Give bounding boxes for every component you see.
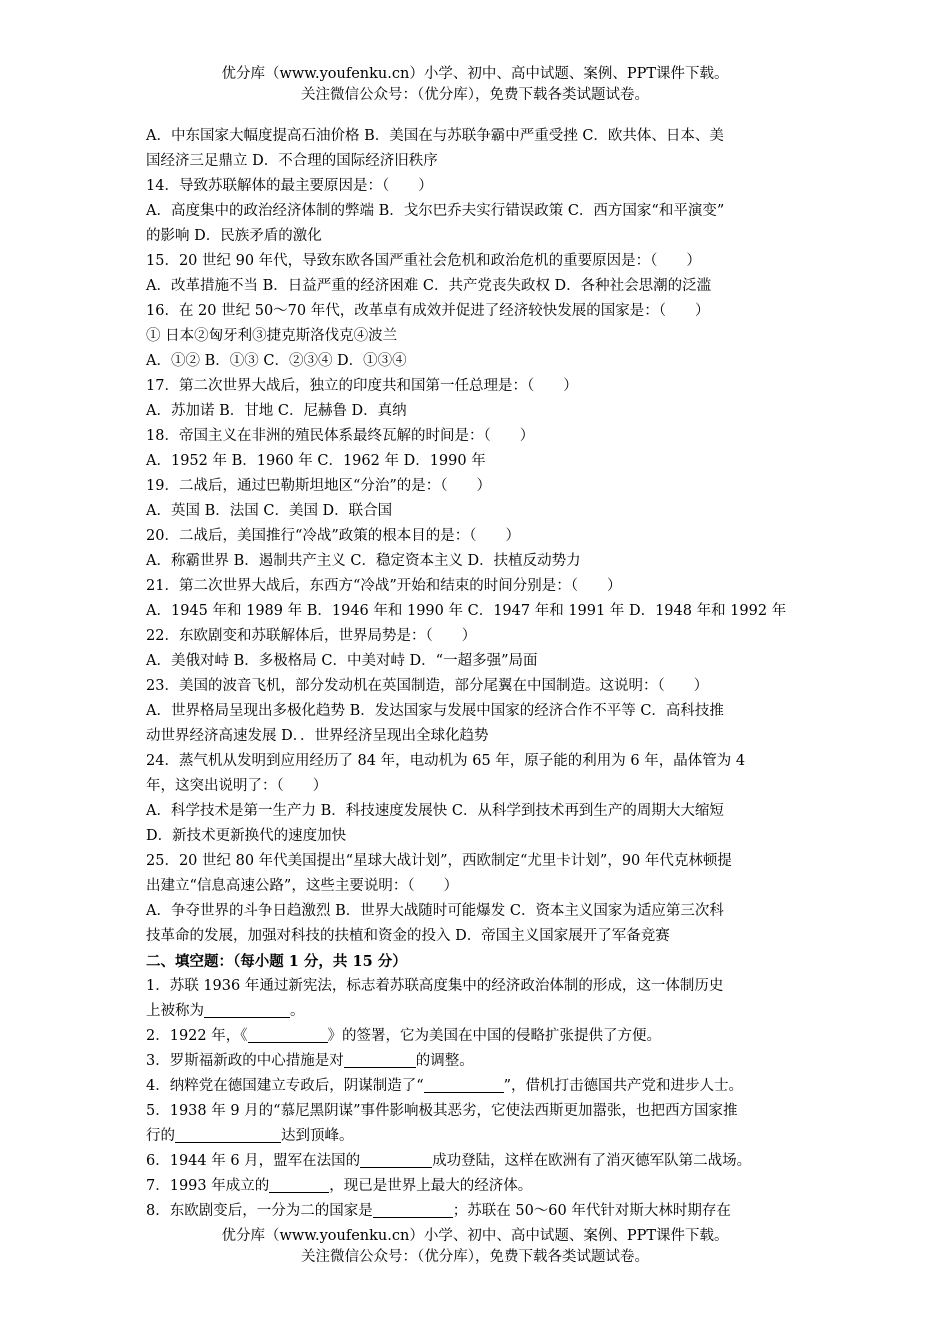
- fill-question-4: [146, 1074, 810, 1099]
- text-fragment: 3．罗斯福新政的中心措施是对: [146, 1053, 344, 1069]
- header-line-1: 优分库（www.youfenku.cn）小学、初中、高中试题、案例、PPT课件下载。: [221, 66, 729, 82]
- answer-blank[interactable]: [269, 1175, 329, 1193]
- text-line: A．高度集中的政治经济体制的弊端 B．戈尔巴乔夫实行错误政策 C．西方国家“和平演变”: [146, 203, 725, 219]
- text-line: A．科学技术是第一生产力 B．科技速度发展快 C．从科学到技术再到生产的周期大大缩短: [146, 803, 724, 819]
- text-fragment: 8．东欧剧变后，一分为二的国家是: [146, 1203, 373, 1219]
- text-line: A．1945 年和 1989 年 B．1946 年和 1990 年 C．1947 年和 1991 年 D．1948 年和 1992 年: [146, 603, 787, 619]
- answer-blank[interactable]: [344, 1050, 416, 1068]
- footer-line-2: 关注微信公众号：（优分库），免费下载各类试题试卷。: [301, 1249, 649, 1265]
- text-fragment: 6．1944 年 6 月，盟军在法国的: [146, 1153, 361, 1169]
- text-line: A．称霸世界 B．遏制共产主义 C．稳定资本主义 D．扶植反动势力: [146, 553, 581, 569]
- answer-blank[interactable]: [248, 1025, 328, 1043]
- text-fragment: 4．纳粹党在德国建立专政后，阴谋制造了“: [146, 1078, 424, 1094]
- text-fragment: ，现已是世界上最大的经济体。: [329, 1178, 533, 1194]
- question-25: 25．20 世纪 80 年代美国提出“星球大战计划”，西欧制定“尤里卡计划”，90 年代克林顿提: [146, 853, 732, 869]
- question-19: 19．二战后，通过巴勒斯坦地区“分治”的是：（ ）: [146, 478, 492, 494]
- fill-question-2: [146, 1024, 810, 1049]
- answer-blank[interactable]: [204, 1000, 290, 1018]
- question-14: 14．导致苏联解体的最主要原因是：（ ）: [146, 178, 433, 194]
- answer-blank[interactable]: [175, 1125, 281, 1143]
- answer-blank[interactable]: [373, 1200, 453, 1218]
- question-23: 23．美国的波音飞机，部分发动机在英国制造，部分尾翼在中国制造。这说明：（ ）: [146, 678, 709, 694]
- header-line-2: 关注微信公众号：（优分库），免费下载各类试题试卷。: [301, 87, 649, 103]
- text-line: A．争夺世界的斗争日趋激烈 B．世界大战随时可能爆发 C．资本主义国家为适应第三次科: [146, 903, 724, 919]
- text-fragment: 。: [290, 1003, 305, 1019]
- footer-line-1: 优分库（www.youfenku.cn）小学、初中、高中试题、案例、PPT课件下载。: [221, 1228, 729, 1244]
- question-21: 21．第二次世界大战后，东西方“冷战”开始和结束的时间分别是：（ ）: [146, 578, 622, 594]
- text-fragment: ”，借机打击德国共产党和进步人士。: [503, 1078, 744, 1094]
- text-fragment: 行的: [146, 1128, 175, 1144]
- text-fragment: 成功登陆，这样在欧洲有了消灭德军队第二战场。: [432, 1153, 752, 1169]
- text-fragment: 7．1993 年成立的: [146, 1178, 270, 1194]
- answer-blank[interactable]: [424, 1075, 504, 1093]
- text-line: ① 日本②匈牙利③捷克斯洛伐克④波兰: [146, 328, 398, 344]
- text-line: A．中东国家大幅度提高石油价格 B．美国在与苏联争霸中严重受挫 C．欧共体、日本、美: [146, 128, 724, 144]
- section-heading: 二、填空题：（每小题 1 分，共 15 分）: [146, 953, 407, 970]
- text-line: A．苏加诺 B．甘地 C．尼赫鲁 D．真纳: [146, 403, 407, 419]
- text-line: A．①② B．①③ C．②③④ D．①③④: [146, 353, 407, 369]
- text-line: 出建立“信息高速公路”，这些主要说明：（ ）: [146, 878, 459, 894]
- page-footer: [0, 1226, 950, 1268]
- text-line: A．美俄对峙 B．多极格局 C．中美对峙 D．“一超多强”局面: [146, 653, 538, 669]
- text-fragment: ；苏联在 50～60 年代针对斯大林时期存在: [452, 1203, 731, 1219]
- question-20: 20．二战后，美国推行“冷战”政策的根本目的是：（ ）: [146, 528, 521, 544]
- question-22: 22．东欧剧变和苏联解体后，世界局势是：（ ）: [146, 628, 477, 644]
- fill-question-1: 1．苏联 1936 年通过新宪法，标志着苏联高度集中的经济政治体制的形成，这一体制历史: [146, 978, 724, 994]
- fill-question-3: [146, 1049, 810, 1074]
- text-fragment: 上被称为: [146, 1003, 204, 1019]
- text-line: 年，这突出说明了：（ ）: [146, 778, 328, 794]
- text-line: 动世界经济高速发展 D．．世界经济呈现出全球化趋势: [146, 728, 489, 744]
- text-line: A．1952 年 B．1960 年 C．1962 年 D．1990 年: [146, 453, 486, 469]
- text-line: A．英国 B．法国 C．美国 D．联合国: [146, 503, 393, 519]
- document-body: [146, 124, 810, 1224]
- question-16: 16．在 20 世纪 50～70 年代，改革卓有成效并促进了经济较快发展的国家是：（ ）: [146, 303, 710, 319]
- text-fragment: 》的签署，它为美国在中国的侵略扩张提供了方便。: [327, 1028, 661, 1044]
- page-header: [0, 64, 950, 106]
- text-fragment: 2．1922 年，《: [146, 1028, 248, 1044]
- text-line: D．新技术更新换代的速度加快: [146, 828, 347, 844]
- question-18: 18．帝国主义在非洲的殖民体系最终瓦解的时间是：（ ）: [146, 428, 535, 444]
- text-line: 的影响 D．民族矛盾的激化: [146, 228, 322, 244]
- fill-question-5: 5．1938 年 9 月的“慕尼黑阴谋”事件影响极其恶劣，它使法西斯更加嚣张，也把西方国家推: [146, 1103, 738, 1119]
- question-24: 24．蒸气机从发明到应用经历了 84 年，电动机为 65 年，原子能的利用为 6 年，晶体管为 4: [146, 753, 746, 769]
- text-fragment: 达到顶峰。: [281, 1128, 354, 1144]
- text-line: 技革命的发展，加强对科技的扶植和资金的投入 D．帝国主义国家展开了军备竞赛: [146, 928, 670, 944]
- text-line: A．改革措施不当 B．日益严重的经济困难 C．共产党丧失政权 D．各种社会思潮的泛滥: [146, 278, 712, 294]
- text-line: [146, 999, 810, 1024]
- fill-question-7: [146, 1174, 810, 1199]
- text-fragment: 的调整。: [415, 1053, 474, 1069]
- text-line: 国经济三足鼎立 D．不合理的国际经济旧秩序: [146, 153, 438, 169]
- fill-question-8: [146, 1199, 810, 1224]
- text-line: [146, 1124, 810, 1149]
- text-line: A．世界格局呈现出多极化趋势 B．发达国家与发展中国家的经济合作不平等 C．高科技推: [146, 703, 724, 719]
- question-15: 15．20 世纪 90 年代，导致东欧各国严重社会危机和政治危机的重要原因是：（ ）: [146, 253, 701, 269]
- fill-question-6: [146, 1149, 810, 1174]
- answer-blank[interactable]: [360, 1150, 432, 1168]
- question-17: 17．第二次世界大战后，独立的印度共和国第一任总理是：（ ）: [146, 378, 578, 394]
